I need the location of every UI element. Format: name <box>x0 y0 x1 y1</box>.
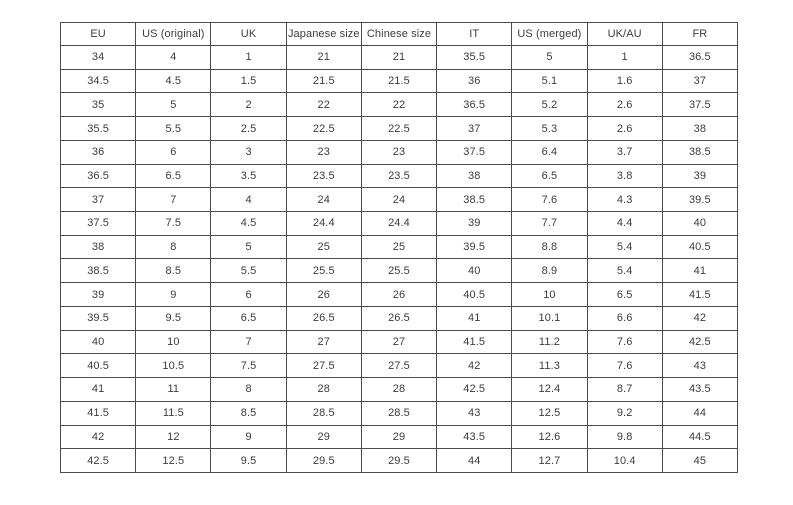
cell-11-1: 9.5 <box>136 306 211 330</box>
cell-16-4: 29 <box>361 425 436 449</box>
cell-7-5: 39 <box>437 212 512 236</box>
cell-2-7: 2.6 <box>587 93 662 117</box>
cell-16-2: 9 <box>211 425 286 449</box>
cell-14-0: 41 <box>61 378 136 402</box>
cell-15-8: 44 <box>662 401 737 425</box>
cell-9-1: 8.5 <box>136 259 211 283</box>
column-header-5: IT <box>437 23 512 46</box>
size-conversion-table <box>60 22 738 473</box>
cell-17-3: 29.5 <box>286 449 361 473</box>
cell-8-3: 25 <box>286 235 361 259</box>
cell-1-4: 21.5 <box>361 69 436 93</box>
cell-0-0: 34 <box>61 46 136 70</box>
cell-17-0: 42.5 <box>61 449 136 473</box>
cell-16-7: 9.8 <box>587 425 662 449</box>
cell-4-0: 36 <box>61 140 136 164</box>
cell-10-2: 6 <box>211 283 286 307</box>
cell-5-5: 38 <box>437 164 512 188</box>
cell-16-3: 29 <box>286 425 361 449</box>
cell-14-2: 8 <box>211 378 286 402</box>
cell-9-4: 25.5 <box>361 259 436 283</box>
column-header-0: EU <box>61 23 136 46</box>
cell-10-1: 9 <box>136 283 211 307</box>
cell-3-0: 35.5 <box>61 117 136 141</box>
cell-8-5: 39.5 <box>437 235 512 259</box>
cell-6-0: 37 <box>61 188 136 212</box>
cell-15-0: 41.5 <box>61 401 136 425</box>
cell-10-7: 6.5 <box>587 283 662 307</box>
table-row-16 <box>61 425 738 449</box>
cell-3-5: 37 <box>437 117 512 141</box>
cell-7-7: 4.4 <box>587 212 662 236</box>
column-header-7: UK/AU <box>587 23 662 46</box>
table-head <box>61 23 738 46</box>
cell-8-4: 25 <box>361 235 436 259</box>
cell-5-6: 6.5 <box>512 164 587 188</box>
cell-17-1: 12.5 <box>136 449 211 473</box>
cell-7-1: 7.5 <box>136 212 211 236</box>
cell-1-5: 36 <box>437 69 512 93</box>
cell-2-5: 36.5 <box>437 93 512 117</box>
cell-6-4: 24 <box>361 188 436 212</box>
table-row-10 <box>61 283 738 307</box>
cell-13-6: 11.3 <box>512 354 587 378</box>
cell-3-4: 22.5 <box>361 117 436 141</box>
cell-13-4: 27.5 <box>361 354 436 378</box>
cell-9-8: 41 <box>662 259 737 283</box>
column-header-2: UK <box>211 23 286 46</box>
cell-10-0: 39 <box>61 283 136 307</box>
table-row-4 <box>61 140 738 164</box>
cell-4-6: 6.4 <box>512 140 587 164</box>
cell-12-1: 10 <box>136 330 211 354</box>
table-row-15 <box>61 401 738 425</box>
cell-4-7: 3.7 <box>587 140 662 164</box>
cell-11-5: 41 <box>437 306 512 330</box>
cell-4-5: 37.5 <box>437 140 512 164</box>
cell-5-7: 3.8 <box>587 164 662 188</box>
cell-2-4: 22 <box>361 93 436 117</box>
cell-12-6: 11.2 <box>512 330 587 354</box>
column-header-3: Japanese size <box>286 23 361 46</box>
table-row-7 <box>61 212 738 236</box>
cell-12-8: 42.5 <box>662 330 737 354</box>
cell-8-8: 40.5 <box>662 235 737 259</box>
cell-7-6: 7.7 <box>512 212 587 236</box>
table-row-14 <box>61 378 738 402</box>
cell-6-5: 38.5 <box>437 188 512 212</box>
cell-15-3: 28.5 <box>286 401 361 425</box>
cell-13-8: 43 <box>662 354 737 378</box>
cell-13-2: 7.5 <box>211 354 286 378</box>
cell-14-1: 11 <box>136 378 211 402</box>
cell-15-2: 8.5 <box>211 401 286 425</box>
column-header-1: US (original) <box>136 23 211 46</box>
cell-5-3: 23.5 <box>286 164 361 188</box>
cell-12-7: 7.6 <box>587 330 662 354</box>
cell-11-8: 42 <box>662 306 737 330</box>
cell-6-3: 24 <box>286 188 361 212</box>
cell-5-4: 23.5 <box>361 164 436 188</box>
cell-15-6: 12.5 <box>512 401 587 425</box>
cell-5-0: 36.5 <box>61 164 136 188</box>
table-row-3 <box>61 117 738 141</box>
cell-14-6: 12.4 <box>512 378 587 402</box>
table-row-9 <box>61 259 738 283</box>
cell-2-0: 35 <box>61 93 136 117</box>
cell-7-8: 40 <box>662 212 737 236</box>
table-body <box>61 46 738 473</box>
cell-11-4: 26.5 <box>361 306 436 330</box>
cell-11-3: 26.5 <box>286 306 361 330</box>
table-row-5 <box>61 164 738 188</box>
cell-12-4: 27 <box>361 330 436 354</box>
cell-1-6: 5.1 <box>512 69 587 93</box>
table-row-12 <box>61 330 738 354</box>
cell-4-2: 3 <box>211 140 286 164</box>
cell-4-4: 23 <box>361 140 436 164</box>
cell-16-5: 43.5 <box>437 425 512 449</box>
cell-11-6: 10.1 <box>512 306 587 330</box>
cell-1-1: 4.5 <box>136 69 211 93</box>
cell-10-8: 41.5 <box>662 283 737 307</box>
cell-17-7: 10.4 <box>587 449 662 473</box>
cell-14-7: 8.7 <box>587 378 662 402</box>
cell-6-1: 7 <box>136 188 211 212</box>
cell-0-7: 1 <box>587 46 662 70</box>
cell-1-0: 34.5 <box>61 69 136 93</box>
cell-0-3: 21 <box>286 46 361 70</box>
cell-6-8: 39.5 <box>662 188 737 212</box>
cell-0-2: 1 <box>211 46 286 70</box>
cell-9-5: 40 <box>437 259 512 283</box>
table-row-17 <box>61 449 738 473</box>
cell-8-6: 8.8 <box>512 235 587 259</box>
cell-17-2: 9.5 <box>211 449 286 473</box>
table-row-11 <box>61 306 738 330</box>
cell-0-1: 4 <box>136 46 211 70</box>
column-header-4: Chinese size <box>361 23 436 46</box>
cell-0-6: 5 <box>512 46 587 70</box>
cell-14-3: 28 <box>286 378 361 402</box>
cell-16-0: 42 <box>61 425 136 449</box>
cell-13-1: 10.5 <box>136 354 211 378</box>
cell-12-3: 27 <box>286 330 361 354</box>
table-row-8 <box>61 235 738 259</box>
cell-9-0: 38.5 <box>61 259 136 283</box>
cell-10-4: 26 <box>361 283 436 307</box>
cell-8-0: 38 <box>61 235 136 259</box>
cell-17-4: 29.5 <box>361 449 436 473</box>
cell-10-3: 26 <box>286 283 361 307</box>
cell-6-2: 4 <box>211 188 286 212</box>
cell-8-2: 5 <box>211 235 286 259</box>
cell-12-5: 41.5 <box>437 330 512 354</box>
cell-0-5: 35.5 <box>437 46 512 70</box>
table-row-0 <box>61 46 738 70</box>
cell-2-6: 5.2 <box>512 93 587 117</box>
table-row-1 <box>61 69 738 93</box>
cell-4-8: 38.5 <box>662 140 737 164</box>
cell-1-2: 1.5 <box>211 69 286 93</box>
cell-17-8: 45 <box>662 449 737 473</box>
cell-0-8: 36.5 <box>662 46 737 70</box>
cell-8-7: 5.4 <box>587 235 662 259</box>
cell-17-6: 12.7 <box>512 449 587 473</box>
cell-3-7: 2.6 <box>587 117 662 141</box>
cell-2-1: 5 <box>136 93 211 117</box>
cell-13-5: 42 <box>437 354 512 378</box>
cell-5-1: 6.5 <box>136 164 211 188</box>
cell-3-1: 5.5 <box>136 117 211 141</box>
cell-9-6: 8.9 <box>512 259 587 283</box>
cell-13-7: 7.6 <box>587 354 662 378</box>
cell-9-2: 5.5 <box>211 259 286 283</box>
column-header-8: FR <box>662 23 737 46</box>
cell-3-8: 38 <box>662 117 737 141</box>
size-conversion-table-container <box>60 22 738 473</box>
cell-2-8: 37.5 <box>662 93 737 117</box>
cell-3-6: 5.3 <box>512 117 587 141</box>
cell-10-6: 10 <box>512 283 587 307</box>
cell-7-2: 4.5 <box>211 212 286 236</box>
column-header-6: US (merged) <box>512 23 587 46</box>
cell-7-4: 24.4 <box>361 212 436 236</box>
cell-5-2: 3.5 <box>211 164 286 188</box>
cell-5-8: 39 <box>662 164 737 188</box>
cell-1-7: 1.6 <box>587 69 662 93</box>
cell-4-3: 23 <box>286 140 361 164</box>
cell-11-0: 39.5 <box>61 306 136 330</box>
cell-1-3: 21.5 <box>286 69 361 93</box>
cell-2-3: 22 <box>286 93 361 117</box>
cell-7-0: 37.5 <box>61 212 136 236</box>
cell-6-7: 4.3 <box>587 188 662 212</box>
cell-9-3: 25.5 <box>286 259 361 283</box>
cell-4-1: 6 <box>136 140 211 164</box>
cell-14-4: 28 <box>361 378 436 402</box>
cell-15-5: 43 <box>437 401 512 425</box>
cell-12-0: 40 <box>61 330 136 354</box>
cell-16-1: 12 <box>136 425 211 449</box>
table-header-row <box>61 23 738 46</box>
cell-0-4: 21 <box>361 46 436 70</box>
table-row-6 <box>61 188 738 212</box>
cell-3-2: 2.5 <box>211 117 286 141</box>
cell-8-1: 8 <box>136 235 211 259</box>
cell-15-7: 9.2 <box>587 401 662 425</box>
cell-14-8: 43.5 <box>662 378 737 402</box>
cell-10-5: 40.5 <box>437 283 512 307</box>
cell-11-7: 6.6 <box>587 306 662 330</box>
cell-11-2: 6.5 <box>211 306 286 330</box>
cell-9-7: 5.4 <box>587 259 662 283</box>
cell-13-0: 40.5 <box>61 354 136 378</box>
cell-13-3: 27.5 <box>286 354 361 378</box>
cell-16-8: 44.5 <box>662 425 737 449</box>
cell-6-6: 7.6 <box>512 188 587 212</box>
table-row-2 <box>61 93 738 117</box>
cell-1-8: 37 <box>662 69 737 93</box>
cell-17-5: 44 <box>437 449 512 473</box>
table-row-13 <box>61 354 738 378</box>
cell-7-3: 24.4 <box>286 212 361 236</box>
cell-3-3: 22.5 <box>286 117 361 141</box>
cell-14-5: 42.5 <box>437 378 512 402</box>
cell-16-6: 12.6 <box>512 425 587 449</box>
cell-12-2: 7 <box>211 330 286 354</box>
cell-15-1: 11.5 <box>136 401 211 425</box>
cell-15-4: 28.5 <box>361 401 436 425</box>
cell-2-2: 2 <box>211 93 286 117</box>
